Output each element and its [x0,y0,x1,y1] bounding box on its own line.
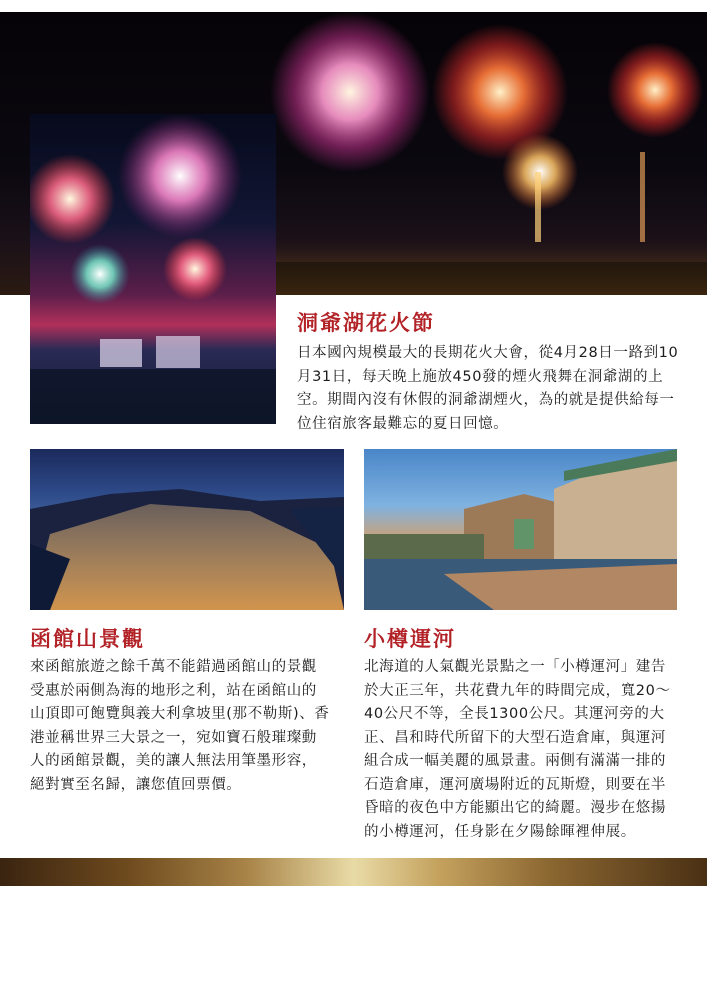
section-body-hakodate: 來函館旅遊之餘千萬不能錯過函館山的景觀受惠於兩側為海的地形之利，站在函館山的山頂即可飽覽與義大利拿坡里(那不勒斯)、香港並稱世界三大景之一，宛如寶石般璀璨動人的函館景觀，美的讓人無法用筆墨形容，絕對實至名歸，讓您值回票價。 [30,659,330,793]
section-title-otaru: 小樽運河 [364,626,456,651]
section-body-otaru: 北海道的人氣觀光景點之一「小樽運河」建告於大正三年，共花費九年的時間完成，寬20～40公尺不等，全長1300公尺。其運河旁的大正、昌和時代所留下的大型石造倉庫，與運河組合成一幅美麗的風景畫。兩側有滿滿一排的石造倉庫，運河廣場附近的瓦斯燈，則要在半昏暗的夜色中方能顯出它的綺麗。漫步在悠揚的小樽運河，任身影在夕陽餘暉裡伸展。 [364,659,671,840]
gold-divider-bar [0,858,707,886]
otaru-canal-photo [364,449,677,610]
hakodate-night-view-photo [30,449,344,610]
lake-fireworks-illustration [30,114,276,424]
section-title-toya: 洞爺湖花火節 [297,310,435,335]
section-body-toya: 日本國內規模最大的長期花火大會，從4月28日一路到10月31日，每天晚上施放450發的煙火飛舞在洞爺湖的上空。期間內沒有休假的洞爺湖煙火，為的就是提供給每一位住宿旅客最難忘的夏日回憶。 [297,345,679,432]
hakodate-illustration [30,449,344,610]
otaru-illustration [364,449,677,610]
lake-toya-fireworks-photo [30,114,276,424]
section-title-hakodate: 函館山景觀 [30,626,145,651]
